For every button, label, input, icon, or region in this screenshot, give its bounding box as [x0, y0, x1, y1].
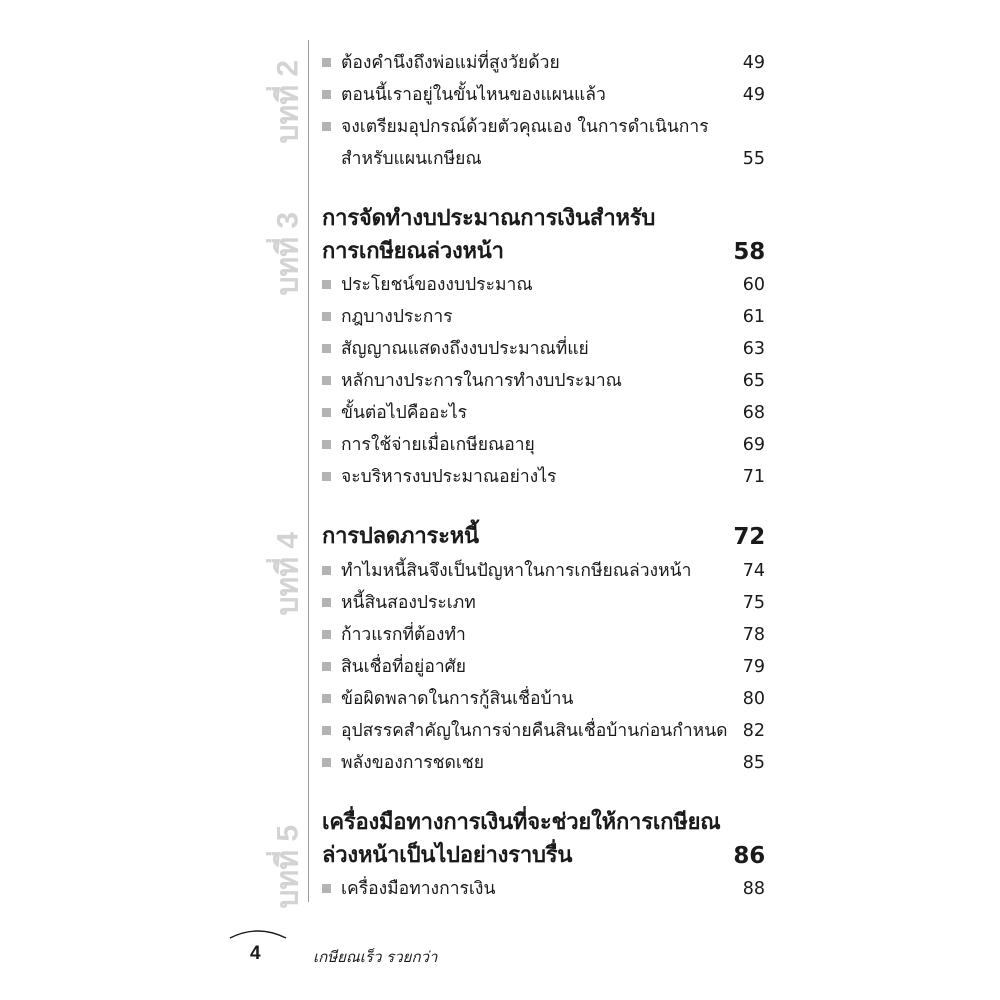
toc-item[interactable] [322, 112, 770, 142]
bullet-square [322, 758, 331, 767]
chapter-5-label: บทที่ 5 [271, 824, 305, 909]
chapter-page: 58 [733, 239, 765, 265]
bullet-square [322, 662, 331, 671]
toc-item[interactable] [322, 334, 770, 364]
toc-item[interactable] [322, 366, 770, 396]
toc-item[interactable] [322, 430, 770, 460]
toc-item[interactable] [322, 556, 770, 586]
toc-item-page: 75 [742, 593, 765, 613]
chapter-page: 86 [733, 843, 765, 869]
chapter-4-title[interactable] [322, 520, 770, 554]
bullet-square [322, 726, 331, 735]
toc-item-page: 68 [742, 403, 765, 423]
toc-item[interactable] [322, 588, 770, 618]
bullet-square [322, 376, 331, 385]
bullet-square [322, 566, 331, 575]
toc-item-text: สำหรับแผนเกษียณ [341, 149, 482, 169]
chapter-page: 72 [733, 524, 765, 550]
toc-item-continued[interactable] [322, 144, 770, 174]
toc-item[interactable] [322, 684, 770, 714]
bullet-square [322, 408, 331, 417]
toc-item-page: 88 [742, 879, 765, 899]
toc-item-page: 80 [742, 689, 765, 709]
toc-item-text: เครื่องมือทางการเงิน [341, 879, 496, 899]
toc-item[interactable] [322, 48, 770, 78]
toc-item[interactable] [322, 748, 770, 778]
bullet-square [322, 280, 331, 289]
page-number: 4 [250, 943, 261, 964]
toc-item[interactable] [322, 302, 770, 332]
bullet-square [322, 58, 331, 67]
toc-item-text: ข้อผิดพลาดในการกู้สินเชื่อบ้าน [341, 689, 574, 709]
toc-item-text: พลังของการชดเชย [341, 753, 484, 773]
toc-item-page: 71 [742, 467, 765, 487]
toc-item-page: 49 [742, 85, 765, 105]
toc-item-text: กฎบางประการ [341, 307, 453, 327]
chapter-2-label: บทที่ 2 [271, 59, 305, 144]
toc-item[interactable] [322, 874, 770, 904]
toc-item[interactable] [322, 398, 770, 428]
chapter-5-title-line2[interactable] [322, 839, 770, 873]
footer-arc-ornament [228, 926, 288, 940]
bullet-square [322, 694, 331, 703]
toc-item-text: ขั้นต่อไปคืออะไร [341, 403, 468, 423]
bullet-square [322, 122, 331, 131]
chapter-title-text: การจัดทำงบประมาณการเงินสำหรับ [322, 206, 656, 231]
toc-item-page: 82 [742, 721, 765, 741]
bullet-square [322, 598, 331, 607]
bullet-square [322, 884, 331, 893]
chapter-title-text: การเกษียณล่วงหน้า [322, 239, 504, 264]
bullet-square [322, 472, 331, 481]
toc-item-text: อุปสรรคสำคัญในการจ่ายคืนสินเชื่อบ้านก่อนกำหนด [341, 721, 728, 741]
bullet-square [322, 90, 331, 99]
toc-item-page: 49 [742, 53, 765, 73]
toc-item-page: 69 [742, 435, 765, 455]
toc-item[interactable] [322, 716, 770, 746]
chapter-5-title-line1[interactable] [322, 806, 770, 840]
toc-item[interactable] [322, 462, 770, 492]
toc-item-page: 60 [742, 275, 765, 295]
chapter-title-text: ล่วงหน้าเป็นไปอย่างราบรื่น [322, 843, 573, 868]
chapter-3-title-line1[interactable] [322, 202, 770, 236]
toc-item-page: 78 [742, 625, 765, 645]
toc-item-page: 79 [742, 657, 765, 677]
chapter-3-label: บทที่ 3 [271, 211, 305, 296]
toc-item-page: 74 [742, 561, 765, 581]
toc-item-text: การใช้จ่ายเมื่อเกษียณอายุ [341, 435, 535, 455]
book-title: เกษียณเร็ว รวยกว่า [313, 948, 438, 966]
bullet-square [322, 344, 331, 353]
toc-item[interactable] [322, 80, 770, 110]
toc-item-page: 55 [742, 149, 765, 169]
chapter-title-text: เครื่องมือทางการเงินที่จะช่วยให้การเกษียณ [322, 810, 721, 835]
toc-item-page: 61 [742, 307, 765, 327]
toc-item[interactable] [322, 620, 770, 650]
toc-item-page: 63 [742, 339, 765, 359]
bullet-square [322, 312, 331, 321]
divider-line [308, 40, 309, 902]
toc-item-page: 65 [742, 371, 765, 391]
chapter-3-title-line2[interactable] [322, 235, 770, 269]
toc-item-text: ประโยชน์ของงบประมาณ [341, 275, 533, 295]
toc-item-text: จะบริหารงบประมาณอย่างไร [341, 467, 557, 487]
toc-item-text: ก้าวแรกที่ต้องทำ [341, 625, 466, 645]
bullet-square [322, 440, 331, 449]
chapter-title-text: การปลดภาระหนี้ [322, 524, 479, 549]
toc-item-text: หลักบางประการในการทำงบประมาณ [341, 371, 622, 391]
toc-item[interactable] [322, 652, 770, 682]
toc-item-text: ทำไมหนี้สินจึงเป็นปัญหาในการเกษียณล่วงหน้า [341, 561, 692, 581]
toc-item-text: จงเตรียมอุปกรณ์ด้วยตัวคุณเอง ในการดำเนินการ [341, 117, 709, 137]
toc-item[interactable] [322, 270, 770, 300]
chapter-4-label: บทที่ 4 [271, 531, 305, 616]
bullet-square [322, 630, 331, 639]
toc-item-text: ตอนนี้เราอยู่ในขั้นไหนของแผนแล้ว [341, 85, 606, 105]
toc-item-text: ต้องคำนึงถึงพ่อแม่ที่สูงวัยด้วย [341, 53, 560, 73]
toc-item-text: สินเชื่อที่อยู่อาศัย [341, 657, 467, 677]
toc-item-text: สัญญาณแสดงถึงงบประมาณที่แย่ [341, 339, 589, 359]
toc-item-page: 85 [742, 753, 765, 773]
toc-item-text: หนี้สินสองประเภท [341, 593, 476, 613]
